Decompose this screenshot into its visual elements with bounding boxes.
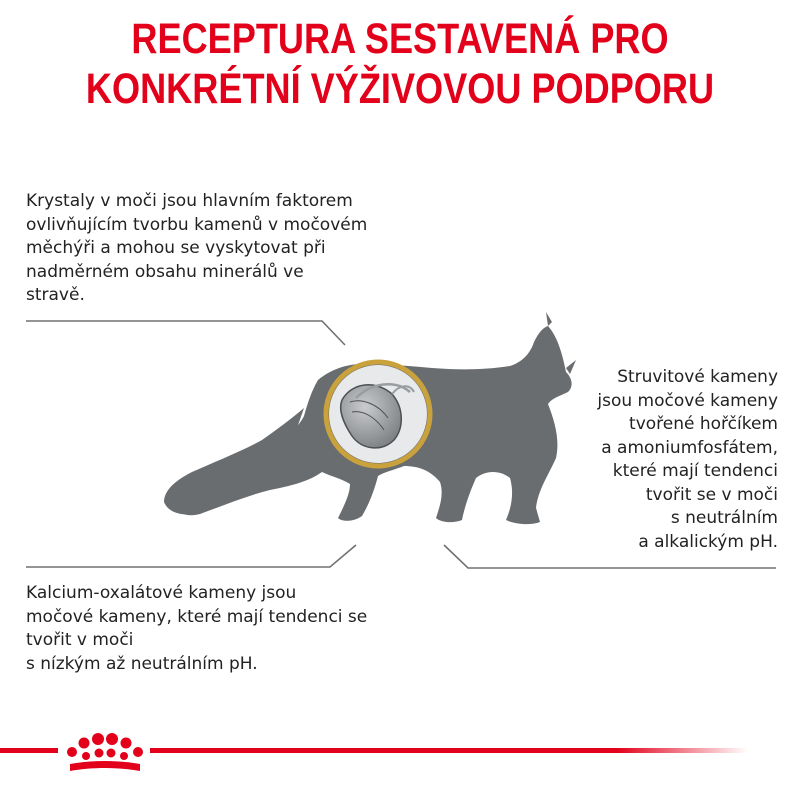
callout-line: Krystaly v moči jsou hlavním faktorem	[26, 191, 353, 211]
brand-bar-left	[0, 748, 58, 753]
callout-line: tvořit se v moči	[645, 484, 778, 505]
callout-line: tvořené hořčíkem	[629, 414, 778, 434]
callout-line: Kalcium-oxalátové kameny jsou	[26, 583, 297, 603]
callout-line: Struvitové kameny	[617, 367, 778, 387]
leader-line-bottom-left	[26, 545, 356, 567]
callout-line: které mají tendenci	[612, 461, 778, 481]
title-line-2: KONKRÉTNÍ VÝŽIVOVOU PODPORU	[85, 65, 715, 113]
callout-line: nadměrném obsahu minerálů ve	[26, 261, 304, 282]
bladder-inset	[326, 362, 430, 466]
crown-logo-icon	[67, 733, 143, 771]
callout-line: s neutrálním	[670, 508, 778, 528]
callout-line: a alkalickým pH.	[638, 531, 778, 552]
callout-line: stravě.	[26, 285, 85, 305]
callout-line: ovlivňujícím tvorbu kamenů v močovém	[26, 214, 368, 235]
callout-line: měchýři a mohou se vyskytovat při	[26, 238, 326, 258]
callout-line: s nízkým až neutrálním pH.	[26, 653, 258, 674]
title-line-1: RECEPTURA SESTAVENÁ PRO	[131, 15, 669, 63]
brand-bar-right	[150, 748, 748, 753]
callout-line: močové kameny, které mají tendenci se	[26, 606, 368, 627]
leader-line-right	[444, 545, 776, 568]
callout-line: jsou močové kameny	[597, 390, 778, 411]
leader-line-top-left	[26, 321, 345, 345]
callout-line: tvořit v moči	[26, 630, 134, 650]
callout-line: a amoniumfosfátem,	[601, 437, 778, 458]
